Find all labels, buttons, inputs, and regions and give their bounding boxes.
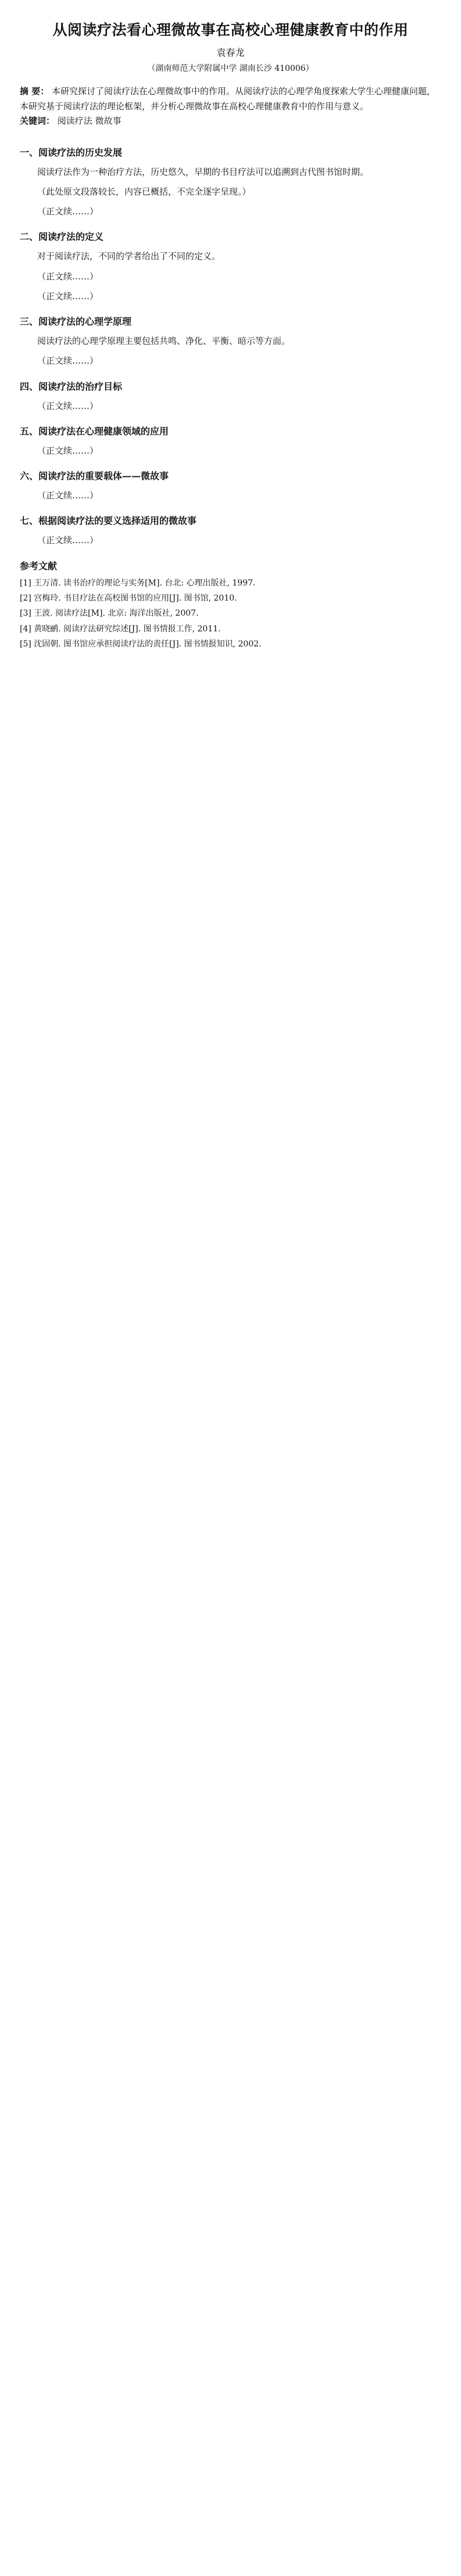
paper-affiliation: （湖南师范大学附属中学 湖南长沙 410006） (147, 64, 314, 73)
abstract (20, 84, 441, 114)
paragraph: （正文续……） (37, 400, 99, 411)
section-title: 一、阅读疗法的历史发展 (20, 146, 123, 158)
section-title: 三、阅读疗法的心理学原理 (20, 316, 132, 327)
paragraph: （此处原文段落较长，内容已概括，不完全逐字呈现。） (37, 186, 251, 197)
section-title: 七、根据阅读疗法的要义选择适用的微故事 (20, 515, 197, 527)
paragraph: （正文续……） (37, 290, 99, 301)
paragraph: 阅读疗法作为一种治疗方法，历史悠久，早期的书目疗法可以追溯到古代图书馆时期。 (37, 166, 369, 177)
reference-item: [5] 沈固朝. 图书馆应承担阅读疗法的责任[J]. 图书情报知识, 2002. (20, 639, 262, 649)
paper-sections (20, 145, 441, 548)
keywords-text: 阅读疗法 微故事 (57, 116, 121, 126)
paper-title: 从阅读疗法看心理微故事在高校心理健康教育中的作用 (52, 21, 409, 38)
paragraph: 对于阅读疗法，不同的学者给出了不同的定义。 (37, 251, 221, 262)
reference-item: [1] 王万清. 读书治疗的理论与实务[M]. 台北: 心理出版社, 1997. (20, 578, 256, 588)
paper-author: 袁春龙 (216, 47, 245, 58)
reference-item: [3] 王波. 阅读疗法[M]. 北京: 海洋出版社, 2007. (20, 609, 199, 619)
paragraph: （正文续……） (37, 535, 99, 546)
abstract-label: 摘 要： (20, 86, 49, 96)
paragraph: （正文续……） (37, 445, 99, 456)
references-title: 参考文献 (20, 560, 58, 572)
reference-item: [4] 黄晓鹂. 阅读疗法研究综述[J]. 图书情报工作, 2011. (20, 624, 221, 634)
reference-item: [2] 宫梅玲. 书目疗法在高校图书馆的应用[J]. 图书馆, 2010. (20, 593, 237, 603)
section-title: 二、阅读疗法的定义 (20, 231, 104, 243)
keywords (20, 114, 441, 129)
paragraph: （正文续……） (37, 206, 99, 217)
paragraph: （正文续……） (37, 355, 99, 367)
paragraph: （正文续……） (37, 490, 99, 501)
paragraph: （正文续……） (37, 271, 99, 282)
section-title: 四、阅读疗法的治疗目标 (20, 380, 123, 392)
references-list (20, 577, 441, 651)
keywords-label: 关键词： (20, 116, 55, 126)
paragraph: 阅读疗法的心理学原理主要包括共鸣、净化、平衡、暗示等方面。 (37, 336, 291, 346)
abstract-text: 本研究探讨了阅读疗法在心理微故事中的作用。从阅读疗法的心理学角度探索大学生心理健康问题，本研究基于阅读疗法的理论框架，并分析心理微故事在高校心理健康教育中的作用与意义。 (20, 86, 436, 112)
section-title: 五、阅读疗法在心理健康领域的应用 (20, 425, 169, 437)
section-title: 六、阅读疗法的重要载体——微故事 (20, 470, 169, 482)
